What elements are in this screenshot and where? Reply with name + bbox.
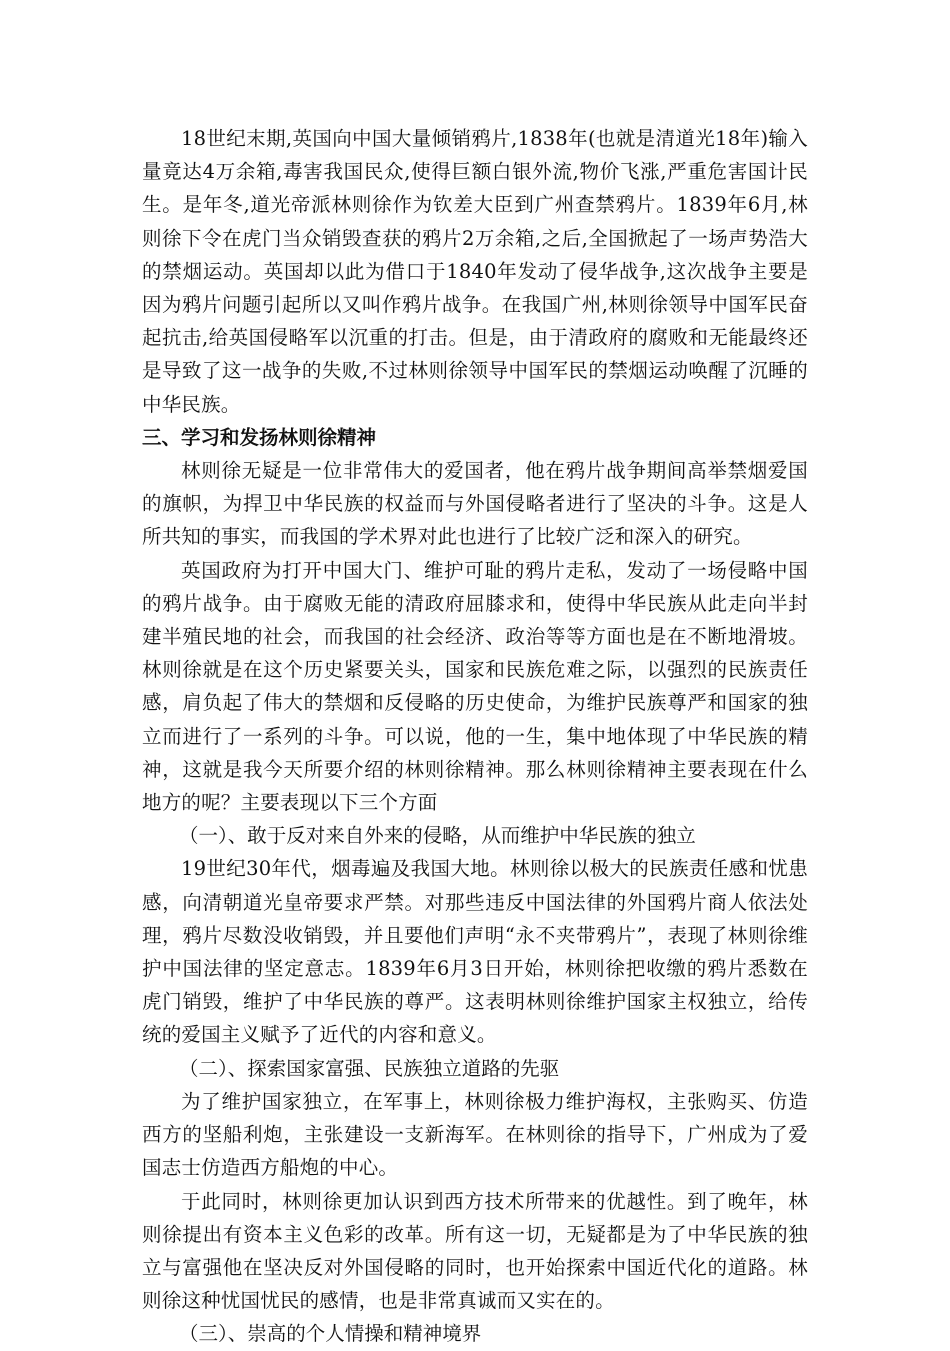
subheading-pioneer: （二）、探索国家富强、民族独立道路的先驱: [179, 1056, 560, 1080]
subheading-independence: （一）、敢于反对来自外来的侵略，从而维护中华民族的独立: [179, 824, 696, 848]
section-heading: 三、学习和发扬林则徐精神: [142, 425, 377, 449]
document-body: [142, 122, 808, 1351]
paragraph-opium-war: 英国政府为打开中国大门、维护可耻的鸦片走私，发动了一场侵略中国的鸦片战争。由于腐败无能的清政府屈膝求和，使得中华民族从此走向半封建半殖民地的社会，而我国的社会经济、政治等等方面也是在不断地滑坡。林则徐就是在这个历史紧要关头，国家和民族危难之际，以强烈的民族责任感，肩负起了伟大的禁烟和反侵略的历史使命，为维护民族尊严和国家的独立而进行了一系列的斗争。可以说，他的一生，集中地体现了中华民族的精神，这就是我今天所要介绍的林则徐精神。那么林则徐精神主要表现在什么地方的呢？主要表现以下三个方面: [142, 558, 808, 815]
paragraph-reform: 于此同时，林则徐更加认识到西方技术所带来的优越性。到了晚年，林则徐提出有资本主义色彩的改革。所有这一切，无疑都是为了中华民族的独立与富强他在坚决反对外国侵略的同时，也开始探索中国近代化的道路。林则徐这种忧国忧民的感情，也是非常真诚而又实在的。: [142, 1189, 808, 1313]
paragraph-ban-opium: 19世纪30年代，烟毒遍及我国大地。林则徐以极大的民族责任感和忧患感，向清朝道光皇帝要求严禁。对那些违反中国法律的外国鸦片商人依法处理，鸦片尽数没收销毁，并且要他们声明“永不夹带鸦片”，表现了林则徐维护中国法律的坚定意志。1839年6月3日开始，林则徐把收缴的鸦片悉数在虎门销毁，维护了中华民族的尊严。这表明林则徐维护国家主权独立，给传统的爱国主义赋予了近代的内容和意义。: [142, 857, 808, 1047]
paragraph-patriot: 林则徐无疑是一位非常伟大的爱国者，他在鸦片战争期间高举禁烟爱国的旗帜，为捍卫中华民族的权益而与外国侵略者进行了坚决的斗争。这是人所共知的事实，而我国的学术界对此也进行了比较广泛和深入的研究。: [142, 459, 808, 549]
paragraph-navy: 为了维护国家独立，在军事上，林则徐极力维护海权，主张购买、仿造西方的坚船利炮，主张建设一支新海军。在林则徐的指导下，广州成为了爱国志士仿造西方船炮的中心。: [142, 1089, 808, 1180]
subheading-character: （三）、崇高的个人情操和精神境界: [179, 1322, 482, 1346]
paragraph-opium-history: 18世纪末期,英国向中国大量倾销鸦片,1838年(也就是清道光18年)输入量竟达4万余箱,毒害我国民众,使得巨额白银外流,物价飞涨,严重危害国计民生。是年冬,道光帝派林则徐作为钦差大臣到广州查禁鸦片。1839年6月,林则徐下令在虎门当众销毁查获的鸦片2万余箱,之后,全国掀起了一场声势浩大的禁烟运动。英国却以此为借口于1840年发动了侵华战争,这次战争主要是因为鸦片问题引起所以又叫作鸦片战争。在我国广州,林则徐领导中国军民奋起抗击,给英国侵略军以沉重的打击。但是，由于清政府的腐败和无能最终还是导致了这一战争的失败,不过林则徐领导中国军民的禁烟运动唤醒了沉睡的中华民族。: [142, 127, 808, 416]
